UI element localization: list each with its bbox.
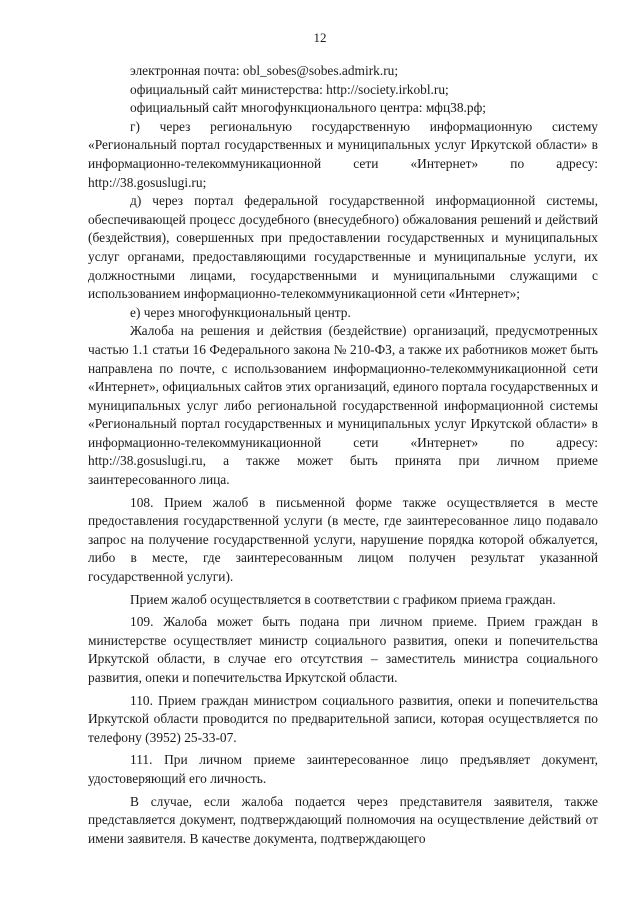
paragraph-mfc: е) через многофункциональный центр.: [130, 304, 351, 320]
paragraph-complaint-organizations: Жалоба на решения и действия (бездействие) организаций, предусмотренных частью 1.1 статьи 16 Федерального закона № 210-ФЗ, а также их работников может быть направлена по почте, с использованием информационно-телекоммуникационной сети «Интернет», официальных сайтов этих организаций, единого портала государственных и муниципальных услуг либо региональной государственной информационной системы «Региональный портал государственных и муниципальных услуг Иркутской области» в информационно-телекоммуникационной сети «Интернет» по адресу: http://38.gosuslugi.ru, а также может быть принята при личном приеме заинтересованного лица.: [88, 323, 598, 488]
paragraph-schedule: Прием жалоб осуществляется в соответствии с графиком приема граждан.: [130, 591, 556, 607]
paragraph-111: 111. При личном приеме заинтересованное лицо предъявляет документ, удостоверяющий его личность.: [88, 752, 598, 786]
paragraph-representative: В случае, если жалоба подается через представителя заявителя, также представляется документ, подтверждающий полномочия на осуществление действий от имени заявителя. В качестве документа, подтверждающего: [88, 793, 598, 846]
page-number: 12: [313, 30, 327, 45]
document-body: [88, 62, 598, 848]
paragraph-regional-portal: г) через региональную государственную информационную систему «Региональный портал государственных и муниципальных услуг Иркутской области» в информационно-телекоммуникационной сети «Интернет» по адресу: http://38.gosuslugi.ru;: [88, 118, 598, 190]
paragraph-108: 108. Прием жалоб в письменной форме также осуществляется в месте предоставления государственной услуги (в месте, где заинтересованное лицо подавало запрос на получение государственной услуги, нарушение порядка которой обжалуется, либо в месте, где заинтересованным лицом получен результат указанной государственной услуги).: [88, 494, 598, 585]
paragraph-110: 110. Прием граждан министром социального развития, опеки и попечительства Иркутской области проводится по предварительной записи, которая осуществляется по телефону (3952) 25-33-07.: [88, 692, 598, 745]
paragraph-ministry-site: официальный сайт министерства: http://society.irkobl.ru;: [130, 81, 449, 97]
paragraph-109: 109. Жалоба может быть подана при личном приеме. Прием граждан в министерстве осуществляет министр социального развития, опеки и попечительства Иркутской области, в случае его отсутствия – заместитель министра социального развития, опеки и попечительства Иркутской области.: [88, 614, 598, 685]
paragraph-federal-portal: д) через портал федеральной государственной информационной системы, обеспечивающей процесс досудебного (внесудебного) обжалования решений и действий (бездействия), совершенных при предоставлении государственных и муниципальных услуг органами, предоставляющими государственные и муниципальные услуги, их должностными лицами, государственными и муниципальными служащими с использованием информационно-телекоммуникационной сети «Интернет»;: [88, 193, 598, 302]
paragraph-email: электронная почта: obl_sobes@sobes.admirk.ru;: [130, 63, 399, 78]
paragraph-mfc-site: официальный сайт многофункционального центра: мфц38.рф;: [130, 100, 486, 116]
